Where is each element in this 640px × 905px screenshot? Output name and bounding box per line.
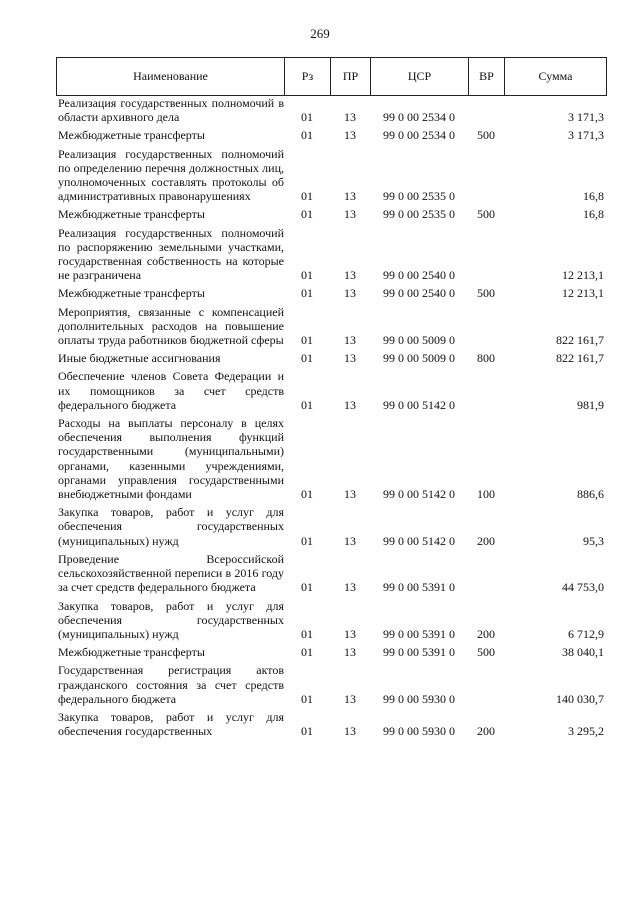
cell-sum: 95,3 bbox=[583, 533, 604, 548]
table-row bbox=[56, 147, 606, 208]
cell-csr: 99 0 00 2540 0 bbox=[383, 268, 455, 283]
cell-sum: 16,8 bbox=[583, 207, 604, 222]
cell-pr: 13 bbox=[344, 128, 356, 143]
cell-rz: 01 bbox=[301, 724, 313, 739]
cell-vr bbox=[468, 305, 504, 352]
cell-sum: 44 753,0 bbox=[562, 580, 604, 595]
cell-csr: 99 0 00 2535 0 bbox=[383, 207, 455, 222]
cell-rz: 01 bbox=[301, 286, 313, 301]
cell-csr: 99 0 00 5142 0 bbox=[383, 397, 455, 412]
cell-name: Межбюджетные трансферты bbox=[58, 645, 205, 660]
cell-vr bbox=[468, 663, 504, 710]
table-row bbox=[56, 645, 606, 663]
cell-rz: 01 bbox=[301, 333, 313, 348]
table-row bbox=[56, 369, 606, 416]
page-number: 269 bbox=[310, 26, 330, 41]
cell-vr bbox=[468, 552, 504, 599]
cell-name: Межбюджетные трансферты bbox=[58, 207, 205, 222]
cell-vr bbox=[468, 226, 504, 287]
cell-csr: 99 0 00 5391 0 bbox=[383, 626, 455, 641]
cell-sum: 12 213,1 bbox=[562, 286, 604, 301]
table-row bbox=[56, 351, 606, 369]
cell-sum: 886,6 bbox=[577, 487, 604, 502]
cell-rz: 01 bbox=[301, 128, 313, 143]
cell-pr: 13 bbox=[344, 189, 356, 204]
header-sum: Сумма bbox=[505, 58, 607, 96]
cell-csr: 99 0 00 2535 0 bbox=[383, 189, 455, 204]
cell-sum: 3 295,2 bbox=[568, 724, 604, 739]
cell-rz: 01 bbox=[301, 189, 313, 204]
cell-name: Закупка товаров, работ и услуг для обеспечения государственных bbox=[58, 709, 284, 739]
cell-name: Проведение Всероссийской сельскохозяйственной переписи в 2016 году за счет средств федерального бюджета bbox=[58, 551, 284, 595]
cell-vr: 200 bbox=[477, 533, 495, 548]
cell-rz: 01 bbox=[301, 626, 313, 641]
cell-vr: 500 bbox=[477, 645, 495, 660]
header-rz: Рз bbox=[285, 58, 331, 96]
cell-rz: 01 bbox=[301, 351, 313, 366]
budget-table bbox=[56, 96, 606, 742]
cell-name: Межбюджетные трансферты bbox=[58, 286, 205, 301]
cell-pr: 13 bbox=[344, 110, 356, 125]
cell-sum: 3 171,3 bbox=[568, 128, 604, 143]
cell-csr: 99 0 00 2540 0 bbox=[383, 286, 455, 301]
cell-vr bbox=[468, 96, 504, 128]
table-row bbox=[56, 710, 606, 742]
cell-pr: 13 bbox=[344, 333, 356, 348]
cell-sum: 38 040,1 bbox=[562, 645, 604, 660]
cell-rz: 01 bbox=[301, 487, 313, 502]
cell-vr: 100 bbox=[477, 487, 495, 502]
header-pr: ПР bbox=[331, 58, 371, 96]
cell-name: Закупка товаров, работ и услуг для обеспечения государственных (муниципальных) нужд bbox=[58, 598, 284, 641]
cell-sum: 822 161,7 bbox=[556, 351, 604, 366]
cell-vr: 500 bbox=[477, 207, 495, 222]
cell-name: Мероприятия, связанные с компенсацией дополнительных расходов на повышение оплаты труда работников бюджетной сферы bbox=[58, 304, 284, 348]
cell-csr: 99 0 00 5142 0 bbox=[383, 487, 455, 502]
cell-sum: 140 030,7 bbox=[556, 691, 604, 706]
table-row bbox=[56, 663, 606, 710]
cell-pr: 13 bbox=[344, 207, 356, 222]
cell-name: Реализация государственных полномочий по определению перечня должностных лиц, уполномоченных составлять протоколы об административных правонарушениях bbox=[58, 146, 284, 204]
cell-sum: 822 161,7 bbox=[556, 333, 604, 348]
cell-csr: 99 0 00 2534 0 bbox=[383, 128, 455, 143]
table-row bbox=[56, 207, 606, 225]
cell-vr: 500 bbox=[477, 128, 495, 143]
header-name: Наименование bbox=[57, 58, 285, 96]
header-vr: ВР bbox=[469, 58, 505, 96]
cell-rz: 01 bbox=[301, 110, 313, 125]
cell-rz: 01 bbox=[301, 397, 313, 412]
cell-csr: 99 0 00 5930 0 bbox=[383, 724, 455, 739]
cell-name: Реализация государственных полномочий в области архивного дела bbox=[58, 96, 284, 125]
cell-pr: 13 bbox=[344, 626, 356, 641]
cell-pr: 13 bbox=[344, 286, 356, 301]
table-row bbox=[56, 128, 606, 146]
cell-csr: 99 0 00 5009 0 bbox=[383, 351, 455, 366]
cell-sum: 6 712,9 bbox=[568, 626, 604, 641]
cell-csr: 99 0 00 5391 0 bbox=[383, 580, 455, 595]
cell-csr: 99 0 00 5142 0 bbox=[383, 533, 455, 548]
cell-vr: 500 bbox=[477, 286, 495, 301]
table-row bbox=[56, 505, 606, 552]
cell-vr: 800 bbox=[477, 351, 495, 366]
cell-sum: 16,8 bbox=[583, 189, 604, 204]
cell-name: Обеспечение членов Совета Федерации и их помощников за счет средств федерального бюджета bbox=[58, 369, 284, 412]
cell-csr: 99 0 00 2534 0 bbox=[383, 110, 455, 125]
cell-name: Государственная регистрация актов гражданского состояния за счет средств федерального бюджета bbox=[58, 663, 284, 706]
table-header bbox=[56, 57, 607, 96]
cell-pr: 13 bbox=[344, 487, 356, 502]
cell-name: Межбюджетные трансферты bbox=[58, 128, 205, 143]
cell-pr: 13 bbox=[344, 268, 356, 283]
cell-rz: 01 bbox=[301, 207, 313, 222]
cell-pr: 13 bbox=[344, 351, 356, 366]
cell-sum: 12 213,1 bbox=[562, 268, 604, 283]
table-row bbox=[56, 96, 606, 128]
cell-rz: 01 bbox=[301, 580, 313, 595]
table-row bbox=[56, 599, 606, 646]
cell-rz: 01 bbox=[301, 691, 313, 706]
table-row bbox=[56, 305, 606, 352]
cell-csr: 99 0 00 5391 0 bbox=[383, 645, 455, 660]
cell-vr bbox=[468, 369, 504, 416]
table-row bbox=[56, 416, 606, 505]
cell-pr: 13 bbox=[344, 645, 356, 660]
cell-pr: 13 bbox=[344, 691, 356, 706]
cell-name: Реализация государственных полномочий по распоряжению земельными участками, государственная собственность на которые не разграничена bbox=[58, 225, 284, 283]
cell-name: Расходы на выплаты персоналу в целях обеспечения выполнения функций государственными (муниципальными) органами, казенными учреждениями, органами управления государственными внебюджетными фондами bbox=[58, 416, 284, 502]
cell-pr: 13 bbox=[344, 533, 356, 548]
cell-vr: 200 bbox=[477, 724, 495, 739]
cell-sum: 981,9 bbox=[577, 397, 604, 412]
cell-name: Закупка товаров, работ и услуг для обеспечения государственных (муниципальных) нужд bbox=[58, 505, 284, 548]
table-row bbox=[56, 226, 606, 287]
table-row bbox=[56, 286, 606, 304]
cell-pr: 13 bbox=[344, 580, 356, 595]
cell-csr: 99 0 00 5009 0 bbox=[383, 333, 455, 348]
cell-vr: 200 bbox=[477, 626, 495, 641]
cell-name: Иные бюджетные ассигнования bbox=[58, 351, 221, 366]
cell-rz: 01 bbox=[301, 268, 313, 283]
header-csr: ЦСР bbox=[371, 58, 469, 96]
cell-pr: 13 bbox=[344, 724, 356, 739]
cell-rz: 01 bbox=[301, 645, 313, 660]
cell-vr bbox=[468, 147, 504, 208]
table-row bbox=[56, 552, 606, 599]
cell-csr: 99 0 00 5930 0 bbox=[383, 691, 455, 706]
cell-rz: 01 bbox=[301, 533, 313, 548]
cell-pr: 13 bbox=[344, 397, 356, 412]
cell-sum: 3 171,3 bbox=[568, 110, 604, 125]
